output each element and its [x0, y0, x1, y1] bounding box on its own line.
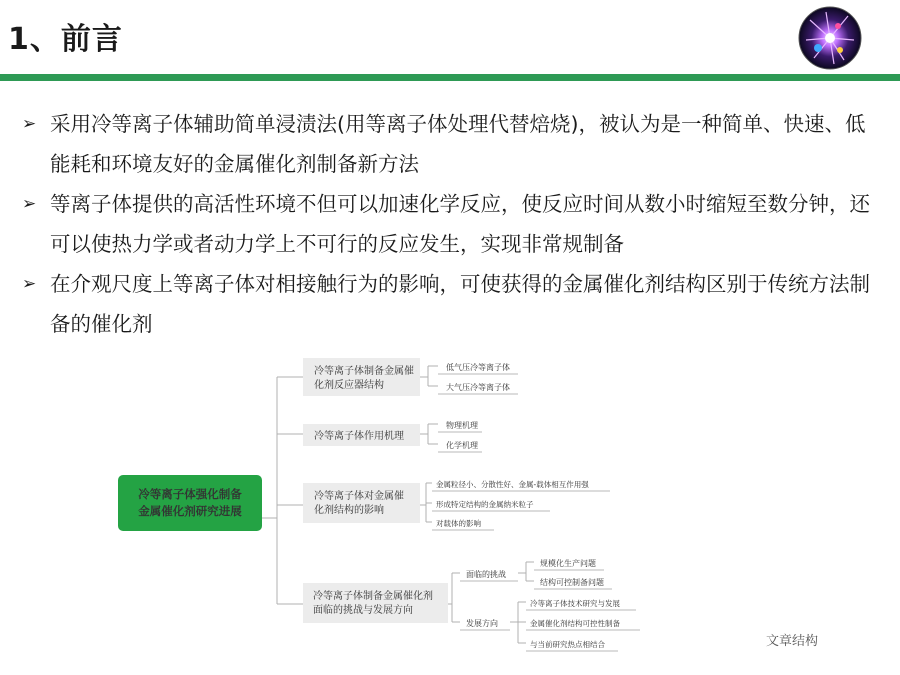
leaf-label: 金属催化剂结构可控性制备 — [530, 619, 620, 628]
leaf-label: 金属粒径小、分散性好、金属-载体相互作用强 — [436, 480, 589, 489]
branch-2-line-2: 化剂结构的影响 — [314, 505, 384, 516]
branch-0-line-1: 冷等离子体制备金属催 — [314, 366, 414, 377]
branch-0-line-2: 化剂反应器结构 — [314, 380, 384, 391]
branch-node — [303, 483, 420, 523]
bullet-text: 在介观尺度上等离子体对相接触行为的影响，可使获得的金属催化剂结构区别于传统方法制备的催化剂 — [50, 272, 870, 336]
leaf-label: 低气压冷等离子体 — [446, 363, 510, 372]
arrow-bullet-icon: ➢ — [22, 114, 37, 134]
leaf-label: 规模化生产问题 — [540, 559, 596, 568]
branch-1-line-1: 冷等离子体作用机理 — [314, 431, 404, 442]
figure-caption: 文章结构 — [766, 634, 819, 649]
branch-3-line-2: 面临的挑战与发展方向 — [313, 605, 413, 616]
leaf-label: 化学机理 — [446, 441, 478, 450]
leaf-label: 物理机理 — [446, 421, 478, 430]
leaf-label: 形成特定结构的金属纳米粒子 — [436, 500, 534, 509]
sub-branch-label: 发展方向 — [466, 619, 498, 628]
branch-3-line-1: 冷等离子体制备金属催化剂 — [313, 591, 433, 602]
branch-2-line-1: 冷等离子体对金属催 — [314, 491, 404, 502]
leaf-label: 对载体的影响 — [436, 519, 481, 528]
sub-branch-label: 面临的挑战 — [466, 570, 506, 579]
root-label-line-1: 冷等离子体强化制备 — [138, 487, 242, 501]
leaf-label: 大气压冷等离子体 — [446, 383, 510, 392]
leaf-label: 结构可控制备问题 — [540, 578, 604, 587]
arrow-bullet-icon: ➢ — [22, 274, 37, 294]
leaf-label: 冷等离子体技术研究与发展 — [530, 599, 620, 608]
leaf-label: 与当前研究热点相结合 — [530, 640, 605, 649]
root-label-line-2: 金属催化剂研究进展 — [138, 504, 242, 518]
slide-title: 1、前言 — [8, 22, 123, 57]
branch-node — [303, 583, 448, 623]
bullet-text: 等离子体提供的高活性环境不但可以加速化学反应，使反应时间从数小时缩短至数分钟，还可以使热力学或者动力学上不可行的反应发生，实现非常规制备 — [50, 192, 870, 256]
mind-map-root-node — [118, 475, 262, 531]
arrow-bullet-icon: ➢ — [22, 194, 37, 214]
bullet-text: 采用冷等离子体辅助简单浸渍法(用等离子体处理代替焙烧)，被认为是一种简单、快速、低能耗和环境友好的金属催化剂制备新方法 — [50, 112, 866, 176]
